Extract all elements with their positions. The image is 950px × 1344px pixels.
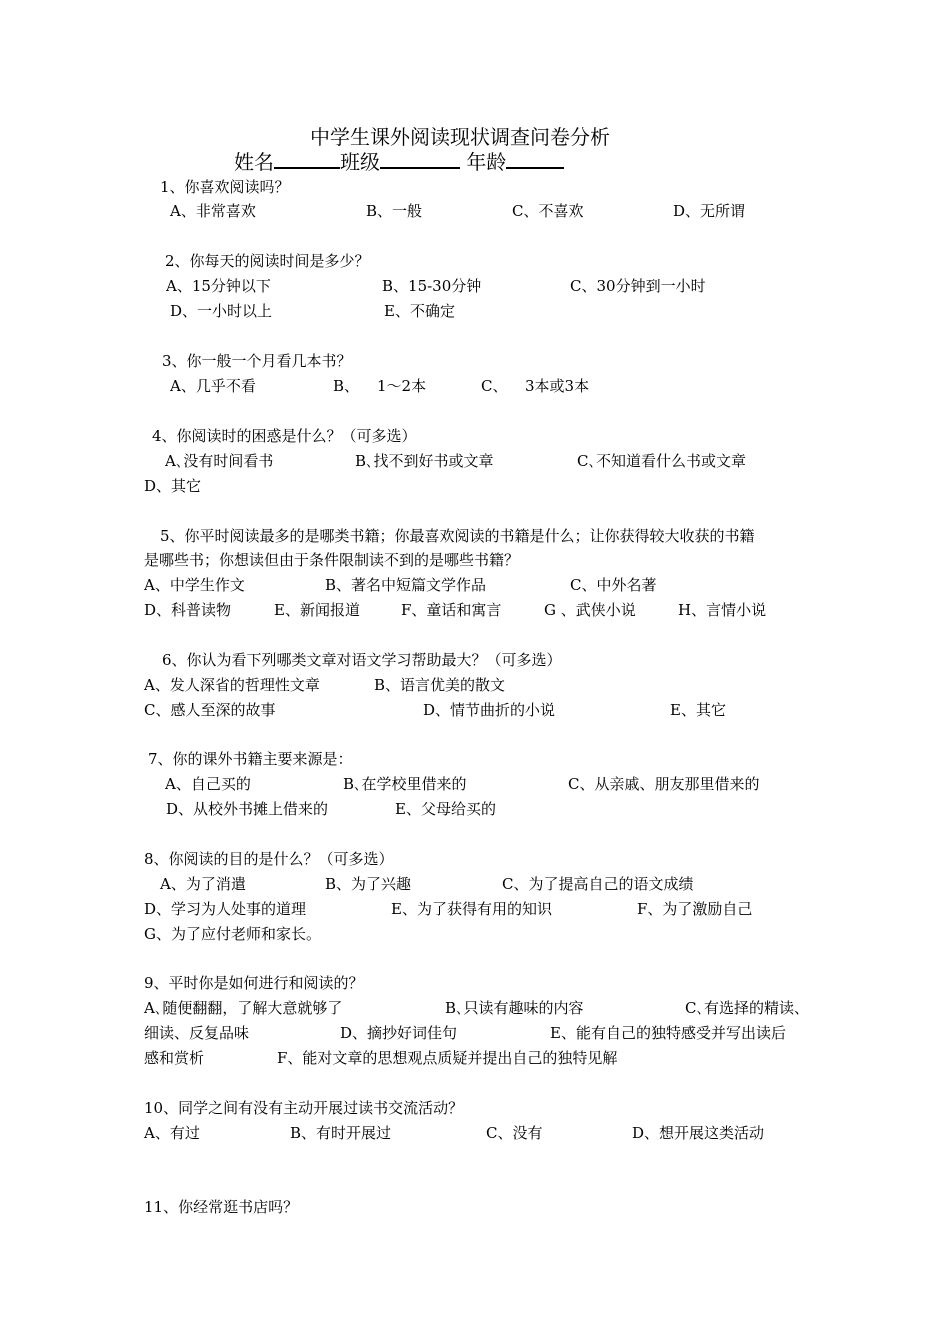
q8-option-a[interactable]: A、为了消遣	[160, 875, 246, 893]
q3-option-b-text: 1～2本	[377, 377, 427, 395]
q4-option-c[interactable]: C､不知道看什么书或文章	[577, 452, 746, 470]
question-5-line-2: 是哪些书；你想读但由于条件限制读不到的是哪些书籍？	[144, 551, 520, 569]
q1-option-b[interactable]: B、一般	[366, 202, 423, 220]
page-title: 中学生课外阅读现状调查问卷分析	[310, 125, 610, 149]
q9-option-f[interactable]: F、能对文章的思想观点质疑并提出自己的独特见解	[277, 1049, 618, 1067]
q2-option-d[interactable]: D、一小时以上	[170, 302, 273, 320]
class-blank[interactable]	[380, 149, 460, 169]
q7-option-b[interactable]: B､在学校里借来的	[343, 775, 467, 793]
question-3: 3、你一般一个月看几本书？	[162, 352, 352, 370]
age-label: 年龄	[466, 150, 507, 174]
q5-option-a[interactable]: A、中学生作文	[144, 576, 245, 594]
q2-option-a[interactable]: A、15分钟以下	[166, 277, 271, 295]
question-8: 8、你阅读的目的是什么？（可多选）	[144, 850, 394, 868]
q5-option-c[interactable]: C、中外名著	[570, 576, 657, 594]
q10-option-c[interactable]: C、没有	[486, 1124, 543, 1142]
q5-option-g[interactable]: G 、武侠小说	[544, 601, 636, 619]
q7-option-d[interactable]: D、从校外书摊上借来的	[166, 800, 329, 818]
q2-option-c[interactable]: C、30分钟到一小时	[570, 277, 706, 295]
q7-option-c[interactable]: C、从亲戚、朋友那里借来的	[568, 775, 760, 793]
q3-option-b-label[interactable]: B、	[333, 377, 360, 395]
q9-option-d[interactable]: D、摘抄好词佳句	[340, 1024, 458, 1042]
name-label: 姓名	[234, 150, 274, 174]
q7-option-a[interactable]: A、自己买的	[165, 775, 251, 793]
question-10: 10、同学之间有没有主动开展过读书交流活动？	[144, 1099, 464, 1117]
q1-option-a[interactable]: A、非常喜欢	[170, 202, 256, 220]
q2-option-b[interactable]: B、15-30分钟	[382, 277, 482, 295]
q6-option-d[interactable]: D、情节曲折的小说	[423, 701, 556, 719]
q5-option-h[interactable]: H、言情小说	[678, 601, 767, 619]
question-9: 9、平时你是如何进行和阅读的？	[144, 974, 364, 992]
q7-option-e[interactable]: E、父母给买的	[395, 800, 496, 818]
q6-option-b[interactable]: B、语言优美的散文	[374, 676, 506, 694]
q9-option-c[interactable]: C､有选择的精读、	[685, 999, 809, 1017]
q5-option-f[interactable]: F、童话和寓言	[401, 601, 502, 619]
question-7: 7、你的课外书籍主要来源是：	[148, 750, 353, 768]
student-info-line	[234, 149, 564, 175]
q9-option-c-cont: 细读、反复品味	[144, 1024, 250, 1042]
q9-option-e[interactable]: E、能有自己的独特感受并写出读后	[550, 1024, 786, 1042]
q4-option-d[interactable]: D、其它	[144, 477, 202, 495]
q1-option-d[interactable]: D、无所谓	[673, 202, 746, 220]
q5-option-b[interactable]: B、著名中短篇文学作品	[325, 576, 487, 594]
q6-option-e[interactable]: E、其它	[670, 701, 726, 719]
question-6: 6、你认为看下列哪类文章对语文学习帮助最大？（可多选）	[162, 651, 562, 669]
question-1: 1、你喜欢阅读吗？	[160, 178, 290, 196]
q8-option-f[interactable]: F、为了激励自己	[637, 900, 753, 918]
q9-option-e-cont: 感和赏析	[144, 1049, 205, 1067]
question-4: 4、你阅读时的困惑是什么？（可多选）	[152, 427, 417, 445]
q6-option-c[interactable]: C、感人至深的故事	[144, 701, 276, 719]
q9-option-a[interactable]: A､随便翻翻，了解大意就够了	[144, 999, 343, 1017]
age-blank[interactable]	[506, 149, 564, 169]
q8-option-b[interactable]: B、为了兴趣	[325, 875, 412, 893]
q6-option-a[interactable]: A、发人深省的哲理性文章	[144, 676, 320, 694]
question-2: 2、你每天的阅读时间是多少？	[165, 252, 370, 270]
question-11: 11、你经常逛书店吗？	[144, 1198, 299, 1216]
q8-option-g[interactable]: G、为了应付老师和家长。	[144, 925, 321, 943]
q10-option-b[interactable]: B、有时开展过	[290, 1124, 392, 1142]
q8-option-d[interactable]: D、学习为人处事的道理	[144, 900, 307, 918]
q9-option-b[interactable]: B､只读有趣味的内容	[445, 999, 584, 1017]
q4-option-a[interactable]: A､没有时间看书	[165, 452, 274, 470]
name-blank[interactable]	[274, 149, 340, 169]
q8-option-c[interactable]: C、为了提高自己的语文成绩	[502, 875, 694, 893]
question-5-line-1: 5、你平时阅读最多的是哪类书籍；你最喜欢阅读的书籍是什么；让你获得较大收获的书籍	[160, 527, 755, 545]
q3-option-c-text: 3本或3本	[525, 377, 590, 395]
class-label: 班级	[340, 150, 380, 174]
q10-option-a[interactable]: A、有过	[144, 1124, 200, 1142]
q2-option-e[interactable]: E、不确定	[384, 302, 455, 320]
q1-option-c[interactable]: C、不喜欢	[512, 202, 584, 220]
q4-option-b[interactable]: B､找不到好书或文章	[355, 452, 494, 470]
q5-option-d[interactable]: D、科普读物	[144, 601, 232, 619]
q5-option-e[interactable]: E、新闻报道	[274, 601, 360, 619]
q8-option-e[interactable]: E、为了获得有用的知识	[391, 900, 552, 918]
q3-option-c-label[interactable]: C、	[481, 377, 508, 395]
q10-option-d[interactable]: D、想开展这类活动	[632, 1124, 765, 1142]
q3-option-a[interactable]: A、几乎不看	[170, 377, 256, 395]
